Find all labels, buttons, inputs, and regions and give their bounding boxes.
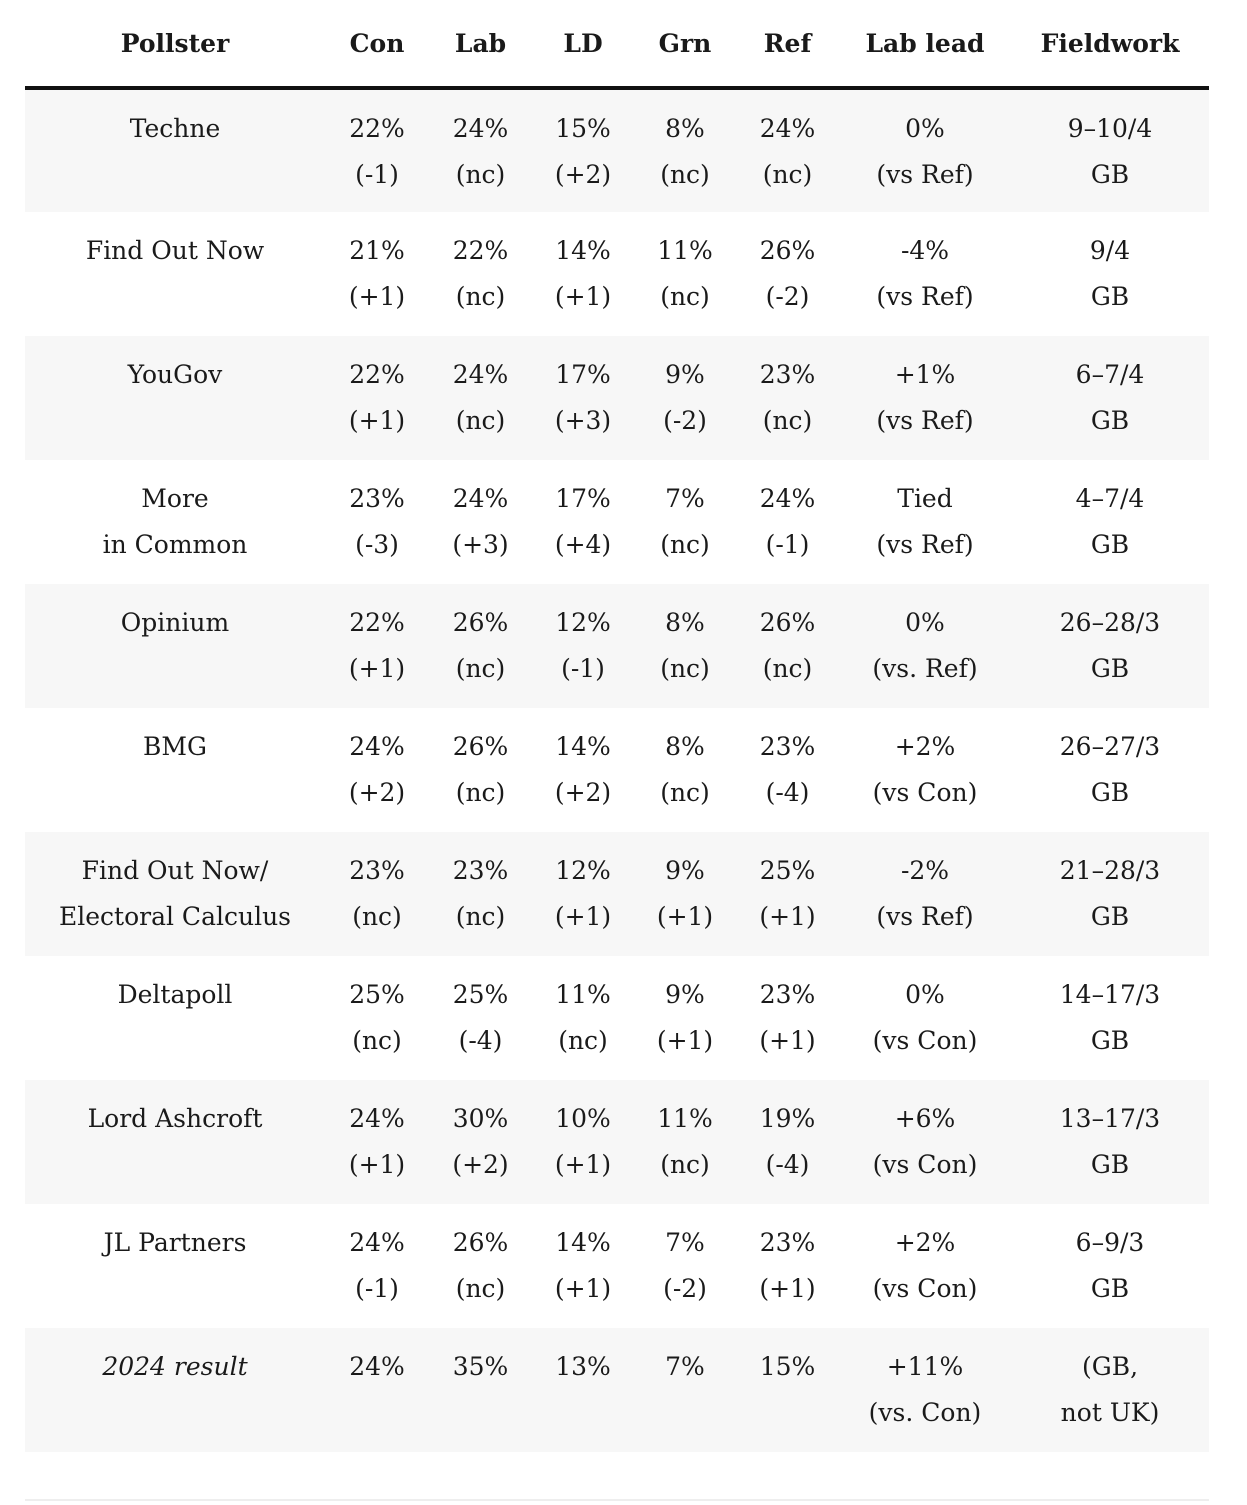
lab-cell bbox=[429, 336, 532, 460]
header-con: Con bbox=[325, 0, 429, 88]
table-row bbox=[25, 584, 1209, 708]
con-value: 23% bbox=[349, 484, 405, 513]
result-ref: 15% bbox=[759, 1352, 816, 1381]
fieldwork-value: 21–28/3 bbox=[1059, 856, 1161, 885]
result-ld-cell bbox=[532, 1328, 634, 1452]
ld-change: (+1) bbox=[554, 1150, 612, 1179]
grn-value: 8% bbox=[665, 608, 705, 637]
ref-cell bbox=[736, 1204, 839, 1328]
con-value: 24% bbox=[349, 1228, 405, 1257]
fieldwork-change: GB bbox=[1090, 1274, 1130, 1303]
pollster-value: BMG bbox=[143, 732, 207, 761]
lab-cell bbox=[429, 956, 532, 1080]
polls-table-container bbox=[25, 0, 1209, 1452]
fieldwork-cell bbox=[1011, 88, 1209, 212]
ref-change: (+1) bbox=[759, 902, 816, 931]
ld-cell bbox=[532, 212, 634, 336]
grn-cell bbox=[634, 212, 736, 336]
fieldwork-change: GB bbox=[1090, 778, 1130, 807]
table-header bbox=[25, 0, 1209, 88]
pollster-cell bbox=[25, 956, 325, 1080]
grn-cell bbox=[634, 460, 736, 584]
grn-cell bbox=[634, 1080, 736, 1204]
lab-change: (nc) bbox=[455, 406, 506, 435]
lab-cell bbox=[429, 832, 532, 956]
ref-change: (nc) bbox=[762, 160, 813, 189]
lab-change: (nc) bbox=[455, 778, 506, 807]
fieldwork-change: GB bbox=[1090, 654, 1130, 683]
lab-lead-value: +2% bbox=[894, 1228, 956, 1257]
pollster-value: More bbox=[141, 484, 209, 513]
fieldwork-value: 9–10/4 bbox=[1067, 114, 1153, 143]
ref-value: 26% bbox=[759, 236, 816, 265]
grn-cell bbox=[634, 708, 736, 832]
ref-cell bbox=[736, 584, 839, 708]
pollster-change: Electoral Calculus bbox=[59, 902, 291, 931]
lab-cell bbox=[429, 708, 532, 832]
fieldwork-change: GB bbox=[1090, 1150, 1130, 1179]
result-lab-cell bbox=[429, 1328, 532, 1452]
ld-value: 14% bbox=[555, 732, 611, 761]
lab-lead-change: (vs Ref) bbox=[876, 160, 974, 189]
fieldwork-cell bbox=[1011, 212, 1209, 336]
ref-cell bbox=[736, 212, 839, 336]
lab-lead-value: Tied bbox=[897, 484, 953, 513]
result-lab: 35% bbox=[452, 1352, 509, 1381]
pollster-cell bbox=[25, 1080, 325, 1204]
grn-value: 8% bbox=[665, 114, 705, 143]
ref-cell bbox=[736, 708, 839, 832]
con-value: 22% bbox=[349, 114, 405, 143]
ref-change: (nc) bbox=[762, 654, 813, 683]
grn-change: (+1) bbox=[656, 1026, 714, 1055]
con-change: (-3) bbox=[355, 530, 399, 559]
con-cell bbox=[325, 336, 429, 460]
grn-change: (-2) bbox=[663, 1274, 707, 1303]
ld-cell bbox=[532, 708, 634, 832]
pollster-cell bbox=[25, 460, 325, 584]
lab-lead-cell bbox=[839, 1080, 1011, 1204]
fieldwork-cell bbox=[1011, 1080, 1209, 1204]
grn-value: 9% bbox=[665, 856, 705, 885]
pollster-value: Find Out Now bbox=[85, 236, 265, 265]
lab-change: (-4) bbox=[458, 1026, 503, 1055]
grn-change: (nc) bbox=[660, 282, 710, 311]
lab-lead-change: (vs. Ref) bbox=[872, 654, 978, 683]
lab-lead-change: (vs Con) bbox=[872, 1026, 978, 1055]
pollster-value: Deltapoll bbox=[117, 980, 233, 1009]
lab-lead-value: -2% bbox=[900, 856, 950, 885]
pollster-cell bbox=[25, 88, 325, 212]
grn-change: (nc) bbox=[660, 160, 710, 189]
ref-cell bbox=[736, 832, 839, 956]
ld-change: (+1) bbox=[554, 902, 612, 931]
fieldwork-change: GB bbox=[1090, 406, 1130, 435]
ld-value: 11% bbox=[555, 980, 611, 1009]
fieldwork-value: 4–7/4 bbox=[1075, 484, 1145, 513]
ld-change: (nc) bbox=[558, 1026, 608, 1055]
fieldwork-change: GB bbox=[1090, 282, 1130, 311]
header-grn: Grn bbox=[634, 0, 736, 88]
pollster-cell bbox=[25, 832, 325, 956]
con-cell bbox=[325, 708, 429, 832]
result-grn-cell bbox=[634, 1328, 736, 1452]
pollster-value: JL Partners bbox=[103, 1228, 247, 1257]
polls-table bbox=[25, 0, 1209, 1452]
lab-cell bbox=[429, 88, 532, 212]
lab-lead-cell bbox=[839, 336, 1011, 460]
lab-value: 26% bbox=[452, 608, 509, 637]
grn-change: (nc) bbox=[660, 654, 710, 683]
lab-value: 25% bbox=[452, 980, 509, 1009]
result-pollster: 2024 result bbox=[102, 1352, 248, 1381]
ld-change: (+1) bbox=[554, 282, 612, 311]
pollster-value: YouGov bbox=[127, 360, 223, 389]
fieldwork-cell bbox=[1011, 832, 1209, 956]
lab-change: (nc) bbox=[455, 160, 506, 189]
lab-lead-change: (vs Con) bbox=[872, 1150, 978, 1179]
pollster-cell bbox=[25, 212, 325, 336]
con-value: 24% bbox=[349, 1104, 405, 1133]
lab-change: (nc) bbox=[455, 282, 506, 311]
lab-lead-cell bbox=[839, 832, 1011, 956]
lab-lead-value: 0% bbox=[905, 608, 945, 637]
pollster-cell bbox=[25, 1204, 325, 1328]
grn-cell bbox=[634, 1204, 736, 1328]
ld-cell bbox=[532, 88, 634, 212]
grn-cell bbox=[634, 584, 736, 708]
con-cell bbox=[325, 584, 429, 708]
result-con-cell bbox=[325, 1328, 429, 1452]
ref-value: 23% bbox=[759, 732, 816, 761]
lab-cell bbox=[429, 1080, 532, 1204]
con-change: (+1) bbox=[348, 654, 406, 683]
ref-cell bbox=[736, 956, 839, 1080]
lab-lead-cell bbox=[839, 584, 1011, 708]
lab-lead-change: (vs Ref) bbox=[876, 530, 974, 559]
grn-value: 7% bbox=[665, 484, 705, 513]
ld-value: 14% bbox=[555, 1228, 611, 1257]
con-change: (-1) bbox=[355, 160, 399, 189]
result-lead-versus: (vs. Con) bbox=[868, 1398, 982, 1427]
fieldwork-cell bbox=[1011, 460, 1209, 584]
con-change: (nc) bbox=[352, 1026, 402, 1055]
con-change: (-1) bbox=[355, 1274, 399, 1303]
ld-cell bbox=[532, 336, 634, 460]
ld-change: (+4) bbox=[554, 530, 612, 559]
ref-cell bbox=[736, 1080, 839, 1204]
lab-lead-change: (vs Ref) bbox=[876, 406, 974, 435]
lab-lead-change: (vs Con) bbox=[872, 1274, 978, 1303]
header-lab: Lab bbox=[429, 0, 532, 88]
grn-value: 9% bbox=[665, 360, 705, 389]
ld-cell bbox=[532, 584, 634, 708]
ref-value: 23% bbox=[759, 980, 816, 1009]
header-fieldwork: Fieldwork bbox=[1011, 0, 1209, 88]
con-change: (nc) bbox=[352, 902, 402, 931]
lab-lead-cell bbox=[839, 460, 1011, 584]
ld-change: (-1) bbox=[561, 654, 605, 683]
grn-cell bbox=[634, 956, 736, 1080]
lab-lead-cell bbox=[839, 708, 1011, 832]
con-value: 22% bbox=[349, 360, 405, 389]
grn-cell bbox=[634, 88, 736, 212]
result-fieldwork-line-2: not UK) bbox=[1060, 1398, 1160, 1427]
pollster-value: Techne bbox=[129, 114, 221, 143]
header-row bbox=[25, 0, 1209, 88]
header-ref: Ref bbox=[736, 0, 839, 88]
ld-change: (+1) bbox=[554, 1274, 612, 1303]
ref-cell bbox=[736, 88, 839, 212]
ld-cell bbox=[532, 460, 634, 584]
table-row bbox=[25, 708, 1209, 832]
ref-cell bbox=[736, 336, 839, 460]
con-change: (+1) bbox=[348, 406, 406, 435]
lab-lead-value: 0% bbox=[905, 980, 945, 1009]
con-cell bbox=[325, 460, 429, 584]
ref-change: (-1) bbox=[765, 530, 810, 559]
fieldwork-value: 9/4 bbox=[1089, 236, 1131, 265]
result-fieldwork-line-1: (GB, bbox=[1081, 1352, 1139, 1381]
con-cell bbox=[325, 956, 429, 1080]
pollster-cell bbox=[25, 336, 325, 460]
ld-value: 10% bbox=[555, 1104, 611, 1133]
lab-value: 26% bbox=[452, 732, 509, 761]
con-value: 24% bbox=[349, 732, 405, 761]
grn-change: (nc) bbox=[660, 530, 710, 559]
fieldwork-change: GB bbox=[1090, 160, 1130, 189]
fieldwork-value: 6–7/4 bbox=[1075, 360, 1145, 389]
result-pollster-cell bbox=[25, 1328, 325, 1452]
lab-lead-value: +2% bbox=[894, 732, 956, 761]
pollster-cell bbox=[25, 708, 325, 832]
header-lab-lead: Lab lead bbox=[839, 0, 1011, 88]
lab-lead-value: +1% bbox=[894, 360, 956, 389]
result-ref-cell bbox=[736, 1328, 839, 1452]
fieldwork-change: GB bbox=[1090, 902, 1130, 931]
ld-value: 12% bbox=[555, 608, 611, 637]
lab-value: 30% bbox=[452, 1104, 509, 1133]
con-value: 22% bbox=[349, 608, 405, 637]
grn-value: 11% bbox=[657, 236, 713, 265]
lab-lead-cell bbox=[839, 88, 1011, 212]
con-cell bbox=[325, 212, 429, 336]
lab-cell bbox=[429, 584, 532, 708]
fieldwork-value: 6–9/3 bbox=[1075, 1228, 1145, 1257]
grn-cell bbox=[634, 832, 736, 956]
fieldwork-value: 26–27/3 bbox=[1059, 732, 1161, 761]
grn-cell bbox=[634, 336, 736, 460]
fieldwork-cell bbox=[1011, 708, 1209, 832]
ld-value: 17% bbox=[555, 484, 611, 513]
ld-change: (+2) bbox=[554, 778, 612, 807]
lab-value: 24% bbox=[452, 360, 509, 389]
result-lead-value: +11% bbox=[886, 1352, 964, 1381]
lab-change: (nc) bbox=[455, 654, 506, 683]
lab-change: (nc) bbox=[455, 902, 506, 931]
table-body bbox=[25, 88, 1209, 1452]
lab-value: 26% bbox=[452, 1228, 509, 1257]
ref-change: (+1) bbox=[759, 1274, 816, 1303]
lab-lead-value: 0% bbox=[905, 114, 945, 143]
con-value: 25% bbox=[349, 980, 405, 1009]
pollster-cell bbox=[25, 584, 325, 708]
con-cell bbox=[325, 1080, 429, 1204]
lab-lead-cell bbox=[839, 212, 1011, 336]
result-lead-cell bbox=[839, 1328, 1011, 1452]
result-ld: 13% bbox=[555, 1352, 611, 1381]
lab-lead-cell bbox=[839, 956, 1011, 1080]
fieldwork-cell bbox=[1011, 956, 1209, 1080]
lab-cell bbox=[429, 1204, 532, 1328]
grn-change: (nc) bbox=[660, 778, 710, 807]
pollster-change: in Common bbox=[102, 530, 248, 559]
grn-change: (nc) bbox=[660, 1150, 710, 1179]
ref-value: 19% bbox=[759, 1104, 816, 1133]
grn-value: 9% bbox=[665, 980, 705, 1009]
con-value: 21% bbox=[349, 236, 405, 265]
fieldwork-cell bbox=[1011, 1204, 1209, 1328]
lab-lead-cell bbox=[839, 1204, 1011, 1328]
fieldwork-change: GB bbox=[1090, 530, 1130, 559]
lab-change: (+3) bbox=[452, 530, 509, 559]
grn-value: 11% bbox=[657, 1104, 713, 1133]
grn-change: (-2) bbox=[663, 406, 707, 435]
ld-cell bbox=[532, 832, 634, 956]
ld-value: 14% bbox=[555, 236, 611, 265]
con-cell bbox=[325, 832, 429, 956]
fieldwork-cell bbox=[1011, 336, 1209, 460]
table-row bbox=[25, 1204, 1209, 1328]
lab-lead-change: (vs Con) bbox=[872, 778, 978, 807]
ref-change: (-2) bbox=[765, 282, 810, 311]
table-row bbox=[25, 212, 1209, 336]
header-pollster: Pollster bbox=[25, 0, 325, 88]
result-row bbox=[25, 1328, 1209, 1452]
ref-change: (nc) bbox=[762, 406, 813, 435]
lab-change: (+2) bbox=[452, 1150, 509, 1179]
table-row bbox=[25, 336, 1209, 460]
pollster-value: Lord Ashcroft bbox=[87, 1104, 263, 1133]
pollster-value: Find Out Now/ bbox=[81, 856, 269, 885]
con-cell bbox=[325, 88, 429, 212]
ref-change: (-4) bbox=[765, 1150, 810, 1179]
fieldwork-value: 26–28/3 bbox=[1059, 608, 1161, 637]
result-grn: 7% bbox=[665, 1352, 705, 1381]
grn-change: (+1) bbox=[656, 902, 714, 931]
fieldwork-cell bbox=[1011, 584, 1209, 708]
lab-change: (nc) bbox=[455, 1274, 506, 1303]
fieldwork-value: 14–17/3 bbox=[1059, 980, 1161, 1009]
lab-lead-change: (vs Ref) bbox=[876, 282, 974, 311]
ref-value: 25% bbox=[759, 856, 816, 885]
lab-cell bbox=[429, 212, 532, 336]
ld-change: (+2) bbox=[554, 160, 612, 189]
ld-value: 12% bbox=[555, 856, 611, 885]
ld-cell bbox=[532, 1080, 634, 1204]
table-row bbox=[25, 956, 1209, 1080]
con-change: (+2) bbox=[348, 778, 406, 807]
lab-lead-value: +6% bbox=[894, 1104, 956, 1133]
grn-value: 8% bbox=[665, 732, 705, 761]
con-value: 23% bbox=[349, 856, 405, 885]
con-cell bbox=[325, 1204, 429, 1328]
grn-value: 7% bbox=[665, 1228, 705, 1257]
ld-cell bbox=[532, 1204, 634, 1328]
ref-value: 24% bbox=[759, 484, 816, 513]
ref-change: (-4) bbox=[765, 778, 810, 807]
lab-value: 22% bbox=[452, 236, 509, 265]
ld-value: 17% bbox=[555, 360, 611, 389]
table-row bbox=[25, 460, 1209, 584]
result-con: 24% bbox=[349, 1352, 405, 1381]
fieldwork-change: GB bbox=[1090, 1026, 1130, 1055]
ld-value: 15% bbox=[555, 114, 611, 143]
lab-value: 23% bbox=[452, 856, 509, 885]
ref-change: (+1) bbox=[759, 1026, 816, 1055]
header-ld: LD bbox=[532, 0, 634, 88]
lab-lead-value: -4% bbox=[900, 236, 950, 265]
table-row bbox=[25, 88, 1209, 212]
ref-value: 23% bbox=[759, 360, 816, 389]
ld-change: (+3) bbox=[554, 406, 612, 435]
con-change: (+1) bbox=[348, 1150, 406, 1179]
con-change: (+1) bbox=[348, 282, 406, 311]
ld-cell bbox=[532, 956, 634, 1080]
lab-cell bbox=[429, 460, 532, 584]
result-fieldwork-cell bbox=[1011, 1328, 1209, 1452]
ref-value: 26% bbox=[759, 608, 816, 637]
ref-cell bbox=[736, 460, 839, 584]
ref-value: 23% bbox=[759, 1228, 816, 1257]
ref-value: 24% bbox=[759, 114, 816, 143]
lab-value: 24% bbox=[452, 484, 509, 513]
table-row bbox=[25, 832, 1209, 956]
lab-lead-change: (vs Ref) bbox=[876, 902, 974, 931]
table-row bbox=[25, 1080, 1209, 1204]
pollster-value: Opinium bbox=[120, 608, 230, 637]
bottom-divider bbox=[25, 1499, 1209, 1501]
fieldwork-value: 13–17/3 bbox=[1059, 1104, 1161, 1133]
lab-value: 24% bbox=[452, 114, 509, 143]
